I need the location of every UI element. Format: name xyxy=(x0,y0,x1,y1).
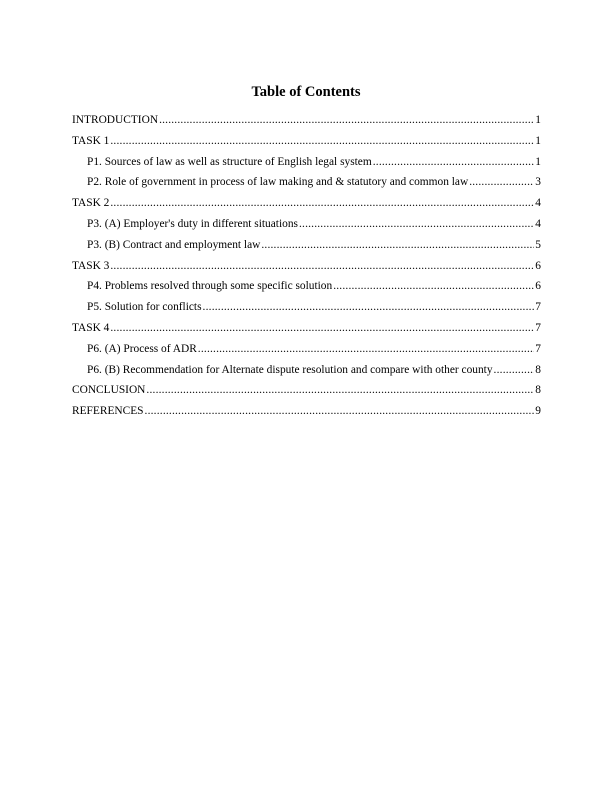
toc-entry-conclusion[interactable] xyxy=(72,382,541,403)
toc-entry-page: 4 xyxy=(535,197,541,210)
toc-entry-page: 9 xyxy=(535,405,541,418)
toc-entry-task-4[interactable] xyxy=(72,320,541,341)
toc-entry-page: 7 xyxy=(535,342,541,355)
toc-dot-leader xyxy=(469,174,534,190)
toc-dot-leader xyxy=(261,237,534,253)
toc-entry-page: 1 xyxy=(535,155,541,168)
toc-dot-leader xyxy=(373,154,535,170)
toc-entry-page: 1 xyxy=(535,134,541,147)
toc-entry-label: P6. (A) Process of ADR xyxy=(87,342,197,355)
toc-entry-label: TASK 1 xyxy=(72,134,110,147)
toc-entry-task-1[interactable] xyxy=(72,133,541,154)
toc-dot-leader xyxy=(333,278,534,294)
toc-entry-p6-a[interactable] xyxy=(72,341,541,362)
toc-entry-label: CONCLUSION xyxy=(72,384,146,397)
toc-entry-page: 7 xyxy=(535,321,541,334)
toc-entry-references[interactable] xyxy=(72,403,541,424)
toc-entry-page: 8 xyxy=(535,384,541,397)
toc-entry-page: 5 xyxy=(535,238,541,251)
toc-dot-leader xyxy=(146,382,534,398)
toc-entry-label: P3. (A) Employer's duty in different situations xyxy=(87,217,298,230)
toc-entry-page: 6 xyxy=(535,280,541,293)
toc-entry-label: TASK 2 xyxy=(72,197,110,210)
toc-title: Table of Contents xyxy=(251,84,361,100)
toc-entry-label: INTRODUCTION xyxy=(72,114,159,126)
toc-dot-leader xyxy=(203,299,535,315)
toc-entry-label: TASK 4 xyxy=(72,321,110,334)
toc-entry-page: 1 xyxy=(535,114,541,126)
toc-entry-label: P2. Role of government in process of law making and & statutory and common law xyxy=(87,176,469,189)
toc-entry-task-3[interactable] xyxy=(72,258,541,279)
toc-entry-page: 7 xyxy=(535,301,541,314)
toc-dot-leader xyxy=(110,133,534,149)
toc-entry-label: P3. (B) Contract and employment law xyxy=(87,238,261,251)
toc-entry-introduction[interactable] xyxy=(72,112,541,133)
toc-entry-page: 6 xyxy=(535,259,541,272)
toc-dot-leader xyxy=(494,362,535,378)
toc-entry-label: P5. Solution for conflicts xyxy=(87,301,202,314)
toc-entry-p6-b[interactable] xyxy=(72,362,541,383)
toc-list xyxy=(72,112,541,424)
toc-entry-p5[interactable] xyxy=(72,299,541,320)
toc-entry-label: REFERENCES xyxy=(72,405,144,418)
toc-entry-p1[interactable] xyxy=(72,154,541,175)
toc-entry-p3-a[interactable] xyxy=(72,216,541,237)
toc-dot-leader xyxy=(198,341,535,357)
toc-entry-label: P6. (B) Recommendation for Alternate dispute resolution and compare with other county xyxy=(87,363,493,376)
toc-entry-page: 8 xyxy=(535,363,541,376)
toc-dot-leader xyxy=(145,403,535,419)
toc-entry-p4[interactable] xyxy=(72,278,541,299)
toc-entry-label: P1. Sources of law as well as structure of English legal system xyxy=(87,155,372,168)
toc-entry-label: P4. Problems resolved through some specific solution xyxy=(87,280,333,293)
toc-dot-leader xyxy=(110,258,534,274)
toc-dot-leader xyxy=(299,216,534,232)
toc-entry-task-2[interactable] xyxy=(72,195,541,216)
toc-entry-label: TASK 3 xyxy=(72,259,110,272)
toc-entry-p2[interactable] xyxy=(72,174,541,195)
toc-entry-page: 3 xyxy=(535,176,541,189)
toc-dot-leader xyxy=(159,112,534,128)
toc-entry-page: 4 xyxy=(535,217,541,230)
toc-entry-p3-b[interactable] xyxy=(72,237,541,258)
toc-dot-leader xyxy=(110,195,534,211)
toc-dot-leader xyxy=(110,320,534,336)
